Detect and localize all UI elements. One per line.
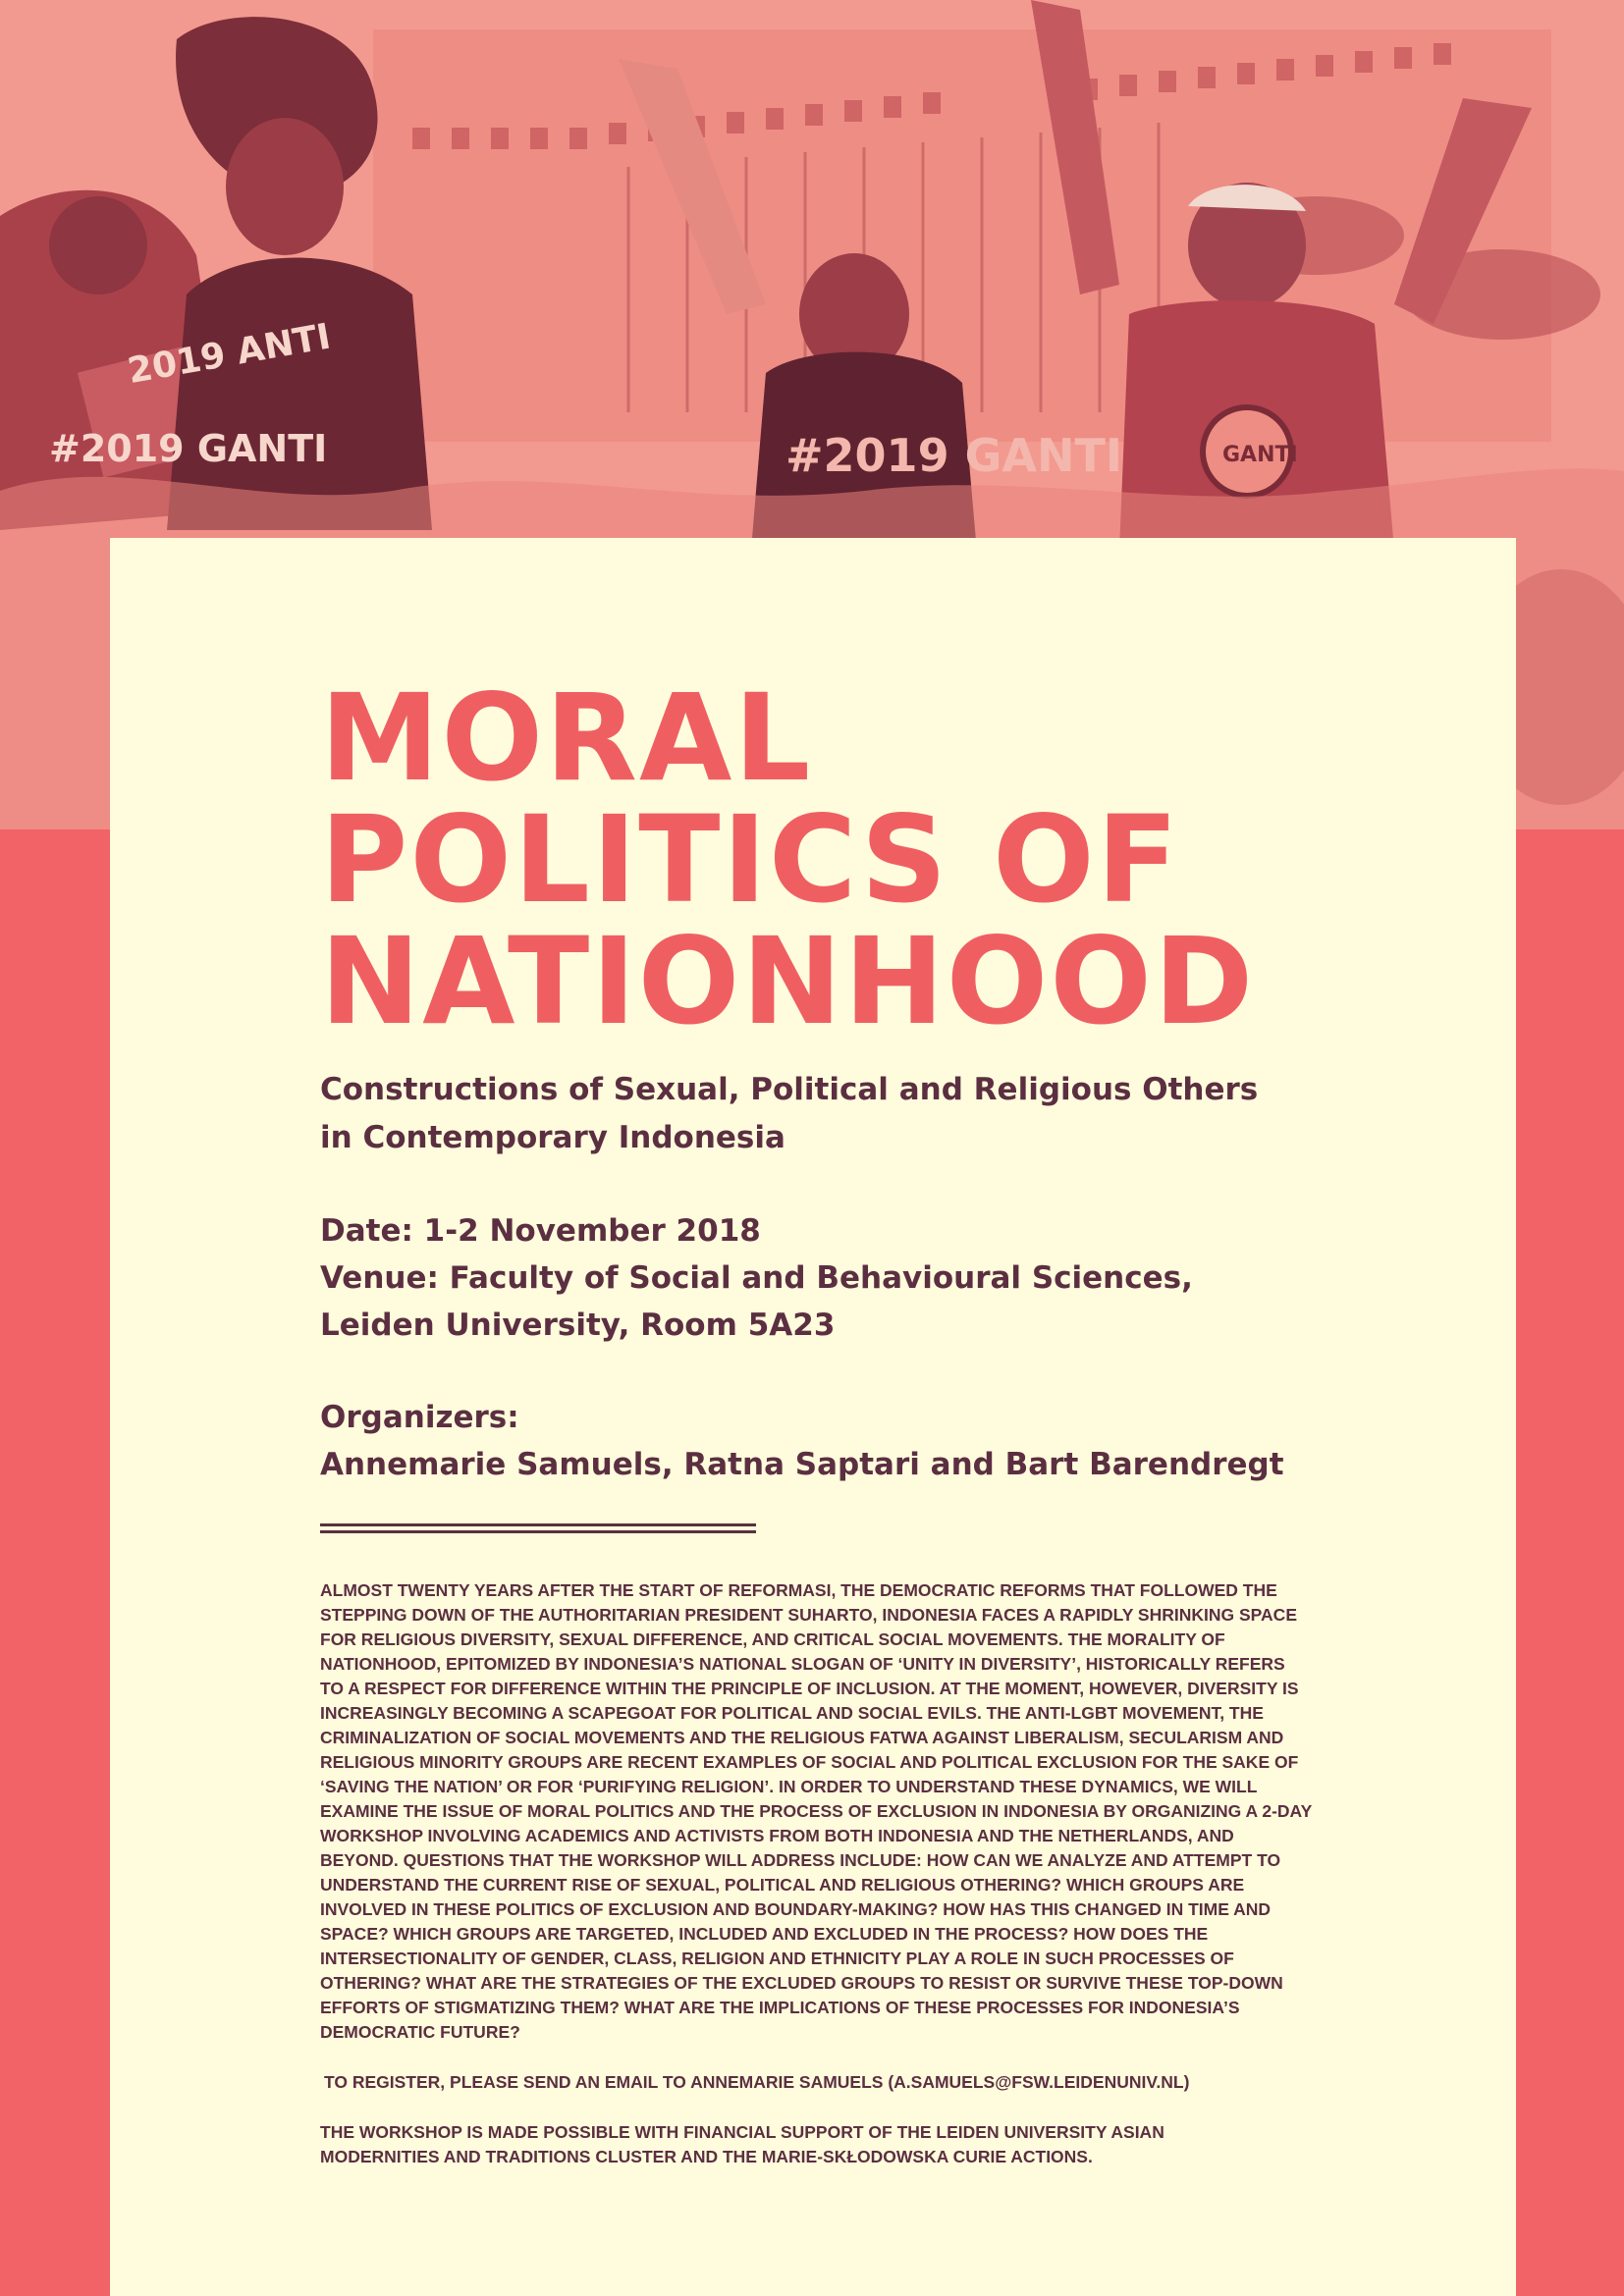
description-text: ALMOST TWENTY YEARS AFTER THE START OF REFORMASI, THE DEMOCRATIC REFORMS THAT FOLLOWED THE STEPPING DOWN OF THE AUTHORITARIAN PRESIDENT SUHARTO, INDONESIA FACES A RAPIDLY SHRINKING SPACE FOR RELIGIOUS DIVERSITY, SEXUAL DIFFERENCE, AND CRITICAL SOCIAL MOVEMENTS. THE MORALITY OF NATIONHOOD, EPITOMIZED BY INDONESIA’S NATIONAL SLOGAN OF ‘UNITY IN DIVERSITY’, HISTORICALLY REFERS TO A RESPECT FOR DIFFERENCE WITHIN THE PRINCIPLE OF INCLUSION. AT THE MOMENT, HOWEVER, DIVERSITY IS INCREASINGLY BECOMING A SCAPEGOAT FOR POLITICAL AND SOCIAL EVILS. THE ANTI-LGBT MOVEMENT, THE CRIMINALIZATION OF SOCIAL MOVEMENTS AND THE RELIGIOUS FATWA AGAINST LIBERALISM, SECULARISM AND RELIGIOUS MINORITY GROUPS ARE RECENT EXAMPLES OF SOCIAL AND POLITICAL EXCLUSION FOR THE SAKE OF ‘SAVING THE NATION’ OR FOR ‘PURIFYING RELIGION’. IN ORDER TO UNDERSTAND THESE DYNAMICS, WE WILL EXAMINE THE ISSUE OF MORAL POLITICS AND THE PROCESS OF EXCLUSION IN INDONESIA BY ORGANIZING A 2-DAY WORKSHOP INVOLVING ACADEMICS AND ACTIVISTS FROM BOTH INDONESIA AND THE NETHERLANDS, AND BEYOND. QUESTIONS THAT THE WORKSHOP WILL ADDRESS INCLUDE: HOW CAN WE ANALYZE AND ATTEMPT TO UNDERSTAND THE CURRENT RISE OF SEXUAL, POLITICAL AND RELIGIOUS OTHERING? WHICH GROUPS ARE INVOLVED IN THESE POLITICS OF EXCLUSION AND BOUNDARY-MAKING? HOW HAS THIS CHANGED IN TIME AND SPACE? WHICH GROUPS ARE TARGETED, INCLUDED AND EXCLUDED IN THE PROCESS? HOW DOES THE INTERSECTIONALITY OF GENDER, CLASS, RELIGION AND ETHNICITY PLAY A ROLE IN SUCH PROCESSES OF OTHERING? WHAT ARE THE STRATEGIES OF THE EXCLUDED GROUPS TO RESIST OR SURVIVE THESE TOP-DOWN EFFORTS OF STIGMATIZING THEM? WHAT ARE THE IMPLICATIONS OF THESE PROCESSES FOR INDONESIA’S DEMOCRATIC FUTURE?: [320, 1580, 1312, 2042]
content-column: [320, 668, 1312, 2169]
page-title: MORAL POLITICS OF NATIONHOOD: [320, 668, 1256, 1051]
event-date: Date: 1-2 November 2018: [320, 1213, 761, 1249]
sign-text-bottom-left: #2019 GANTI: [49, 427, 328, 470]
organizers-names: Annemarie Samuels, Ratna Saptari and Bart Barendregt: [320, 1447, 1284, 1482]
sign-text-left: 2019 ANTI: [125, 316, 334, 393]
event-details: [320, 1207, 1312, 1349]
sign-text-center: #2019 GANTI: [785, 429, 1122, 482]
sign-text-right: GANTI: [1222, 443, 1298, 467]
register-text: TO REGISTER, PLEASE SEND AN EMAIL TO ANNEMARIE SAMUELS (A.SAMUELS@FSW.LEIDENUNIV.NL): [324, 2072, 1190, 2092]
support-text: THE WORKSHOP IS MADE POSSIBLE WITH FINANCIAL SUPPORT OF THE LEIDEN UNIVERSITY ASIAN MODERNITIES AND TRADITIONS CLUSTER AND THE MARIE-SKŁODOWSKA CURIE ACTIONS.: [320, 2122, 1164, 2166]
subtitle: Constructions of Sexual, Political and Religious Others in Contemporary Indonesia: [320, 1072, 1259, 1155]
organizers-label: Organizers:: [320, 1400, 519, 1435]
section-divider: [320, 1523, 756, 1533]
organizers-block: [320, 1394, 1312, 1488]
event-venue: Venue: Faculty of Social and Behavioural Sciences, Leiden University, Room 5A23: [320, 1260, 1193, 1343]
